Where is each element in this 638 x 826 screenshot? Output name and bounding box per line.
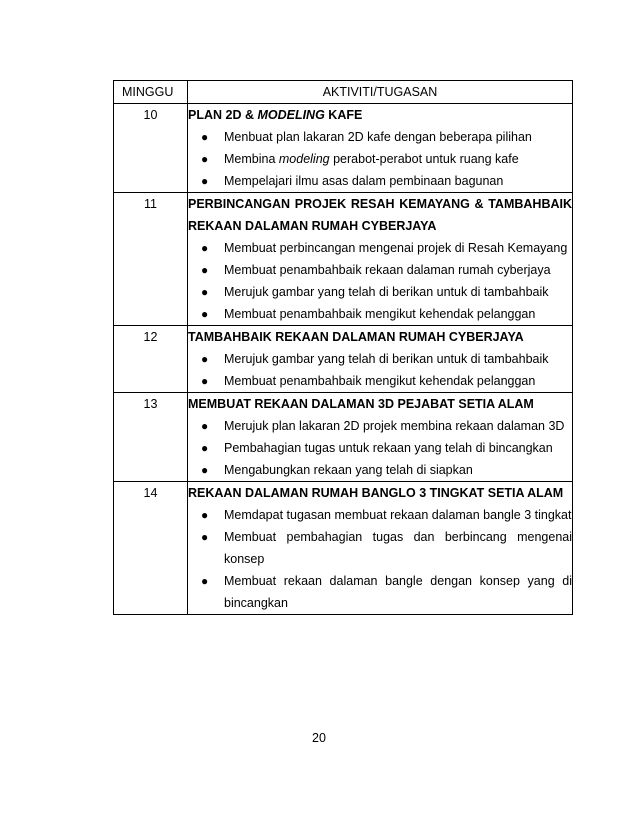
list-item: ● Merujuk gambar yang telah di berikan untuk di tambahbaik (188, 281, 572, 303)
list-item: ● Membina modeling perabot-perabot untuk ruang kafe (188, 148, 572, 170)
week-number: 11 (114, 193, 188, 326)
activity-title: MEMBUAT REKAAN DALAMAN 3D PEJABAT SETIA ALAM (188, 397, 534, 411)
table-row (114, 393, 573, 482)
activity-cell (188, 104, 573, 193)
table-row (114, 104, 573, 193)
table-row (114, 482, 573, 615)
table-row (114, 326, 573, 393)
bullet-icon: ● (201, 419, 209, 433)
activity-title: TAMBAHBAIK REKAAN DALAMAN RUMAH CYBERJAYA (188, 330, 524, 344)
list-item: ● Membuat penambahbaik mengikut kehendak pelanggan (188, 303, 572, 325)
table-row (114, 193, 573, 326)
bullet-icon: ● (201, 263, 209, 277)
activity-title: REKAAN DALAMAN RUMAH BANGLO 3 TINGKAT SETIA ALAM (188, 486, 564, 500)
week-number: 13 (114, 393, 188, 482)
bullet-icon: ● (201, 508, 209, 522)
bullet-icon: ● (201, 241, 209, 255)
bullet-icon: ● (201, 352, 209, 366)
activity-list (188, 348, 572, 392)
bullet-icon: ● (201, 174, 209, 188)
activity-title: PERBINCANGAN PROJEK RESAH KEMAYANG & TAMBAHBAIK REKAAN DALAMAN RUMAH CYBERJAYA (188, 197, 572, 233)
week-number: 14 (114, 482, 188, 615)
bullet-icon: ● (201, 530, 209, 544)
activity-list (188, 126, 572, 192)
bullet-icon: ● (201, 307, 209, 321)
bullet-icon: ● (201, 285, 209, 299)
list-item: ● Memdapat tugasan membuat rekaan dalaman bangle 3 tingkat (188, 504, 572, 526)
header-week: MINGGU (114, 81, 188, 104)
bullet-icon: ● (201, 463, 209, 477)
list-item: ● Mengabungkan rekaan yang telah di siapkan (188, 459, 572, 481)
list-item: ● Membuat penambahbaik rekaan dalaman rumah cyberjaya (188, 259, 572, 281)
bullet-icon: ● (201, 152, 209, 166)
activity-list (188, 415, 572, 481)
list-item: ● Pembahagian tugas untuk rekaan yang telah di bincangkan (188, 437, 572, 459)
activity-cell (188, 193, 573, 326)
activity-cell (188, 326, 573, 393)
activity-list (188, 237, 572, 325)
list-item: ● Membuat perbincangan mengenai projek di Resah Kemayang (188, 237, 572, 259)
bullet-icon: ● (201, 374, 209, 388)
list-item: ● Membuat penambahbaik mengikut kehendak pelanggan (188, 370, 572, 392)
list-item: ● Membuat pembahagian tugas dan berbincang mengenai konsep (188, 526, 572, 570)
list-item: ● Merujuk plan lakaran 2D projek membina rekaan dalaman 3D (188, 415, 572, 437)
week-number: 10 (114, 104, 188, 193)
table-header-row (114, 81, 573, 104)
bullet-icon: ● (201, 130, 209, 144)
activity-cell (188, 482, 573, 615)
list-item: ● Menbuat plan lakaran 2D kafe dengan beberapa pilihan (188, 126, 572, 148)
activity-list (188, 504, 572, 614)
list-item: ● Mempelajari ilmu asas dalam pembinaan bagunan (188, 170, 572, 192)
schedule-table (113, 80, 573, 615)
header-activity: AKTIVITI/TUGASAN (188, 81, 573, 104)
week-number: 12 (114, 326, 188, 393)
bullet-icon: ● (201, 441, 209, 455)
list-item: ● Merujuk gambar yang telah di berikan untuk di tambahbaik (188, 348, 572, 370)
bullet-icon: ● (201, 574, 209, 588)
list-item: ● Membuat rekaan dalaman bangle dengan konsep yang di bincangkan (188, 570, 572, 614)
activity-cell (188, 393, 573, 482)
activity-title: PLAN 2D & MODELING KAFE (188, 108, 363, 122)
page-number: 20 (312, 731, 326, 745)
